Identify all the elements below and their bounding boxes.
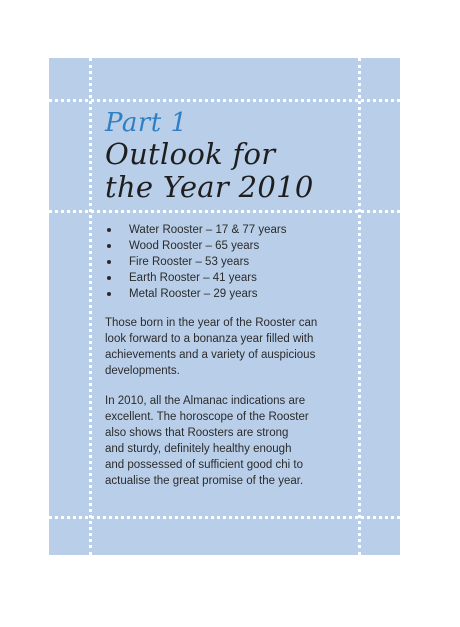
bullet-icon xyxy=(107,276,111,280)
part-label: Part 1 xyxy=(105,108,188,138)
bullet-icon xyxy=(107,244,111,248)
paragraph-almanac: In 2010, all the Almanac indications are excellent. The horoscope of the Rooster also shows that Roosters are strong and sturdy, definitely healthy enough and possessed of sufficient good chi to actualise the great promise of the year. xyxy=(105,395,309,487)
body-content xyxy=(105,222,365,503)
dotted-guide-bottom xyxy=(49,516,400,519)
list-item-text: Earth Rooster – 41 years xyxy=(129,272,257,284)
list-item xyxy=(105,238,365,254)
list-item xyxy=(105,222,365,238)
list-item xyxy=(105,286,365,302)
list-item-text: Wood Rooster – 65 years xyxy=(129,240,260,252)
dotted-guide-top xyxy=(49,99,400,102)
dotted-guide-middle xyxy=(49,210,400,213)
dotted-guide-left xyxy=(89,58,92,555)
list-item-text: Metal Rooster – 29 years xyxy=(129,288,258,300)
bullet-icon xyxy=(107,228,111,232)
list-item xyxy=(105,270,365,286)
heading-line-1: Outlook for xyxy=(105,137,276,171)
heading-line-2: the Year 2010 xyxy=(105,170,314,204)
chapter-title xyxy=(105,110,365,206)
list-item xyxy=(105,254,365,270)
rooster-age-list xyxy=(105,222,365,302)
bullet-icon xyxy=(107,292,111,296)
list-item-text: Fire Rooster – 53 years xyxy=(129,256,250,268)
bullet-icon xyxy=(107,260,111,264)
list-item-text: Water Rooster – 17 & 77 years xyxy=(129,224,287,236)
paragraph-intro: Those born in the year of the Rooster can look forward to a bonanza year filled with achievements and a variety of auspicious developments. xyxy=(105,317,318,377)
